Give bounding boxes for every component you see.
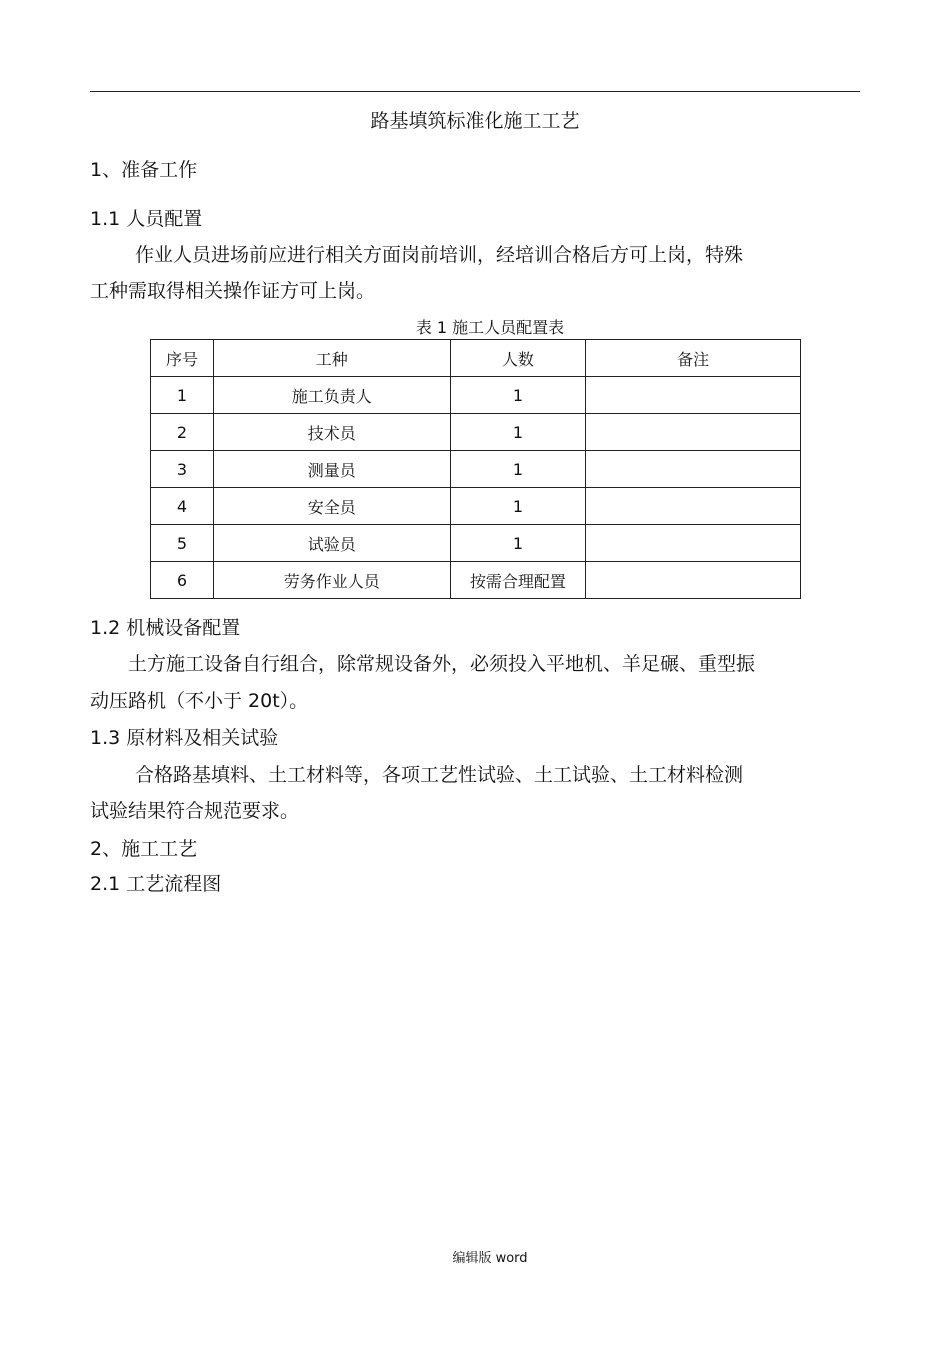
table-header-cell: 人数 [450, 340, 586, 377]
paragraph-1-line-1: 作业人员进场前应进行相关方面岗前培训，经培训合格后方可上岗，特殊 [135, 244, 744, 266]
table-cell: 1 [450, 451, 586, 488]
table-cell: 5 [151, 525, 214, 562]
table-caption: 表 1 施工人员配置表 [415, 318, 565, 337]
table-header-row [151, 340, 801, 377]
table-cell [586, 525, 801, 562]
table-cell [586, 562, 801, 599]
page-footer: 编辑版 word [452, 1251, 528, 1266]
table-cell: 测量员 [213, 451, 450, 488]
section-heading-1: 1、准备工作 [90, 159, 198, 181]
subsection-heading-1-2: 1.2 机械设备配置 [90, 617, 241, 639]
table-cell: 1 [450, 488, 586, 525]
table-cell: 按需合理配置 [450, 562, 586, 599]
table-cell: 1 [151, 377, 214, 414]
paragraph-1-line-2: 工种需取得相关操作证方可上岗。 [90, 280, 376, 302]
table-row [151, 377, 801, 414]
table-cell: 试验员 [213, 525, 450, 562]
table-header-cell: 序号 [151, 340, 214, 377]
table-cell: 1 [450, 525, 586, 562]
paragraph-3-line-2: 试验结果符合规范要求。 [90, 800, 300, 822]
table-header-cell: 备注 [586, 340, 801, 377]
table-cell: 施工负责人 [213, 377, 450, 414]
table-row [151, 488, 801, 525]
header-rule [90, 91, 860, 92]
table-cell: 安全员 [213, 488, 450, 525]
paragraph-3-line-1: 合格路基填料、土工材料等，各项工艺性试验、土工试验、土工材料检测 [135, 764, 744, 786]
table-cell: 6 [151, 562, 214, 599]
staff-table [150, 339, 801, 599]
table-cell: 3 [151, 451, 214, 488]
table-row [151, 414, 801, 451]
subsection-heading-1-1: 1.1 人员配置 [90, 208, 203, 230]
document-title: 路基填筑标准化施工工艺 [370, 110, 580, 132]
subsection-heading-1-3: 1.3 原材料及相关试验 [90, 727, 279, 749]
table-cell: 1 [450, 377, 586, 414]
table-cell [586, 377, 801, 414]
table-row [151, 451, 801, 488]
table-row [151, 562, 801, 599]
section-heading-2: 2、施工工艺 [90, 838, 198, 860]
table-cell: 1 [450, 414, 586, 451]
table-cell: 劳务作业人员 [213, 562, 450, 599]
table-cell [586, 451, 801, 488]
table-cell: 技术员 [213, 414, 450, 451]
table-row [151, 525, 801, 562]
table-cell: 4 [151, 488, 214, 525]
paragraph-2-line-1: 土方施工设备自行组合，除常规设备外，必须投入平地机、羊足碾、重型振 [128, 653, 756, 675]
subsection-heading-2-1: 2.1 工艺流程图 [90, 873, 222, 895]
table-header-cell: 工种 [213, 340, 450, 377]
table-cell: 2 [151, 414, 214, 451]
table-cell [586, 488, 801, 525]
table-cell [586, 414, 801, 451]
paragraph-2-line-2: 动压路机（不小于 20t）。 [90, 690, 309, 712]
